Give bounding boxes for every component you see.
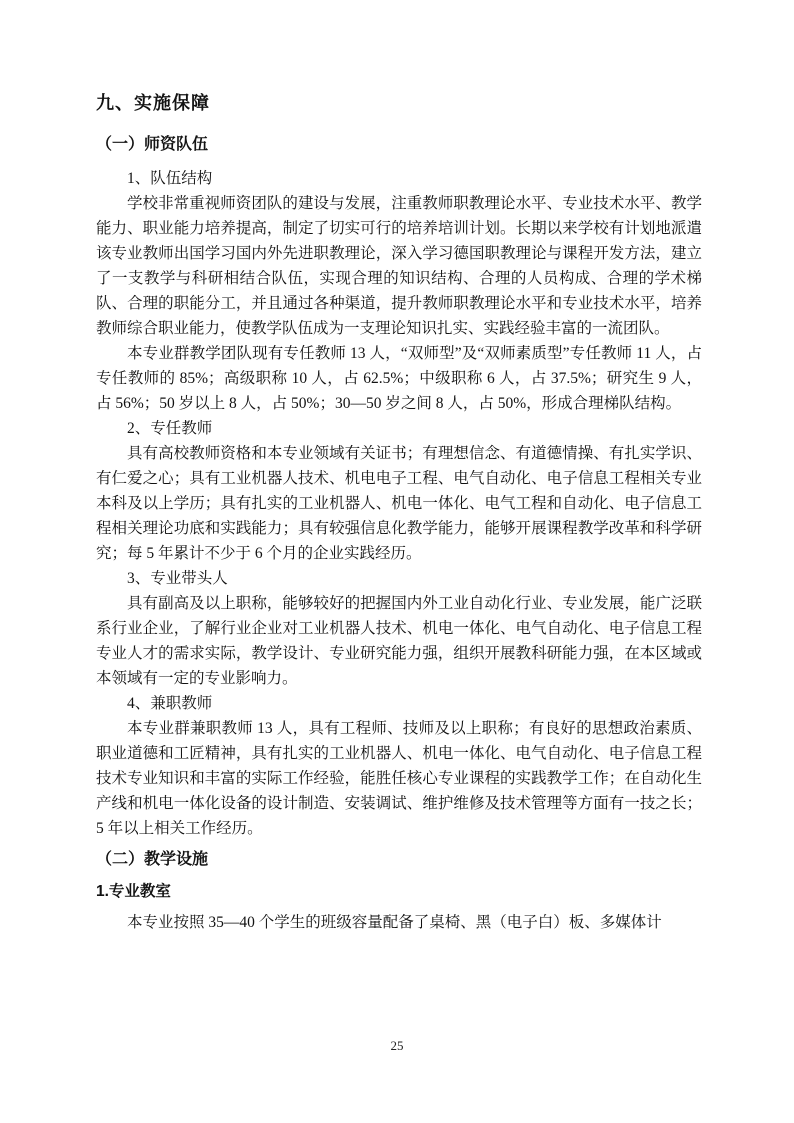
paragraph-team-structure-2: 本专业群教学团队现有专任教师 13 人，“双师型”及“双师素质型”专任教师 11 人，占专任教师的 85%；高级职称 10 人，占 62.5%；中级职称 6 人，占 37.5%；研究生 9 人，占 56%；50 岁以上 8 人，占 50%；30—50 岁之间 8 人，占 50%，形成合理梯队结构。 bbox=[96, 345, 702, 412]
document-content bbox=[96, 90, 702, 935]
paragraph-classroom: 本专业按照 35—40 个学生的班级容量配备了桌椅、黑（电子白）板、多媒体计 bbox=[127, 914, 662, 931]
subheading-program-leader: 3、专业带头人 bbox=[127, 570, 228, 587]
subheading-classroom: 1.专业教室 bbox=[96, 883, 171, 900]
paragraph-fulltime-teachers: 具有高校教师资格和本专业领域有关证书；有理想信念、有道德情操、有扎实学识、有仁爱之心；具有工业机器人技术、机电电子工程、电气自动化、电子信息工程相关专业本科及以上学历；具有扎实的工业机器人、机电一体化、电气工程和自动化、电子信息工程相关理论功底和实践能力；具有较强信息化教学能力，能够开展课程教学改革和科学研究；每 5 年累计不少于 6 个月的企业实践经历。 bbox=[96, 445, 702, 562]
subheading-team-structure: 1、队伍结构 bbox=[127, 170, 213, 187]
page-number: 25 bbox=[390, 1038, 404, 1053]
subheading-fulltime-teachers: 2、专任教师 bbox=[127, 420, 213, 437]
section-heading-teachers: （一）师资队伍 bbox=[96, 136, 209, 153]
chapter-heading: 九、实施保障 bbox=[96, 93, 210, 113]
section-heading-facilities: （二）教学设施 bbox=[96, 851, 209, 868]
paragraph-parttime-teachers: 本专业群兼职教师 13 人，具有工程师、技师及以上职称；有良好的思想政治素质、职业道德和工匠精神，具有扎实的工业机器人、机电一体化、电气自动化、电子信息工程技术专业知识和丰富的实际工作经验，能胜任核心专业课程的实践教学工作；在自动化生产线和机电一体化设备的设计制造、安装调试、维护维修及技术管理等方面有一技之长；5 年以上相关工作经历。 bbox=[96, 720, 702, 837]
paragraph-team-structure-1: 学校非常重视师资团队的建设与发展，注重教师职教理论水平、专业技术水平、教学能力、职业能力培养提高，制定了切实可行的培养培训计划。长期以来学校有计划地派遣该专业教师出国学习国内外先进职教理论，深入学习德国职教理论与课程开发方法，建立了一支教学与科研相结合队伍，实现合理的知识结构、合理的人员构成、合理的学术梯队、合理的职能分工，并且通过各种渠道，提升教师职教理论水平和专业技术水平，培养教师综合职业能力，使教学队伍成为一支理论知识扎实、实践经验丰富的一流团队。 bbox=[96, 195, 702, 337]
subheading-parttime-teachers: 4、兼职教师 bbox=[127, 695, 213, 712]
paragraph-program-leader: 具有副高及以上职称，能够较好的把握国内外工业自动化行业、专业发展，能广泛联系行业企业，了解行业企业对工业机器人技术、机电一体化、电气自动化、电子信息工程专业人才的需求实际，教学设计、专业研究能力强，组织开展教科研能力强，在本区域或本领域有一定的专业影响力。 bbox=[96, 595, 702, 687]
